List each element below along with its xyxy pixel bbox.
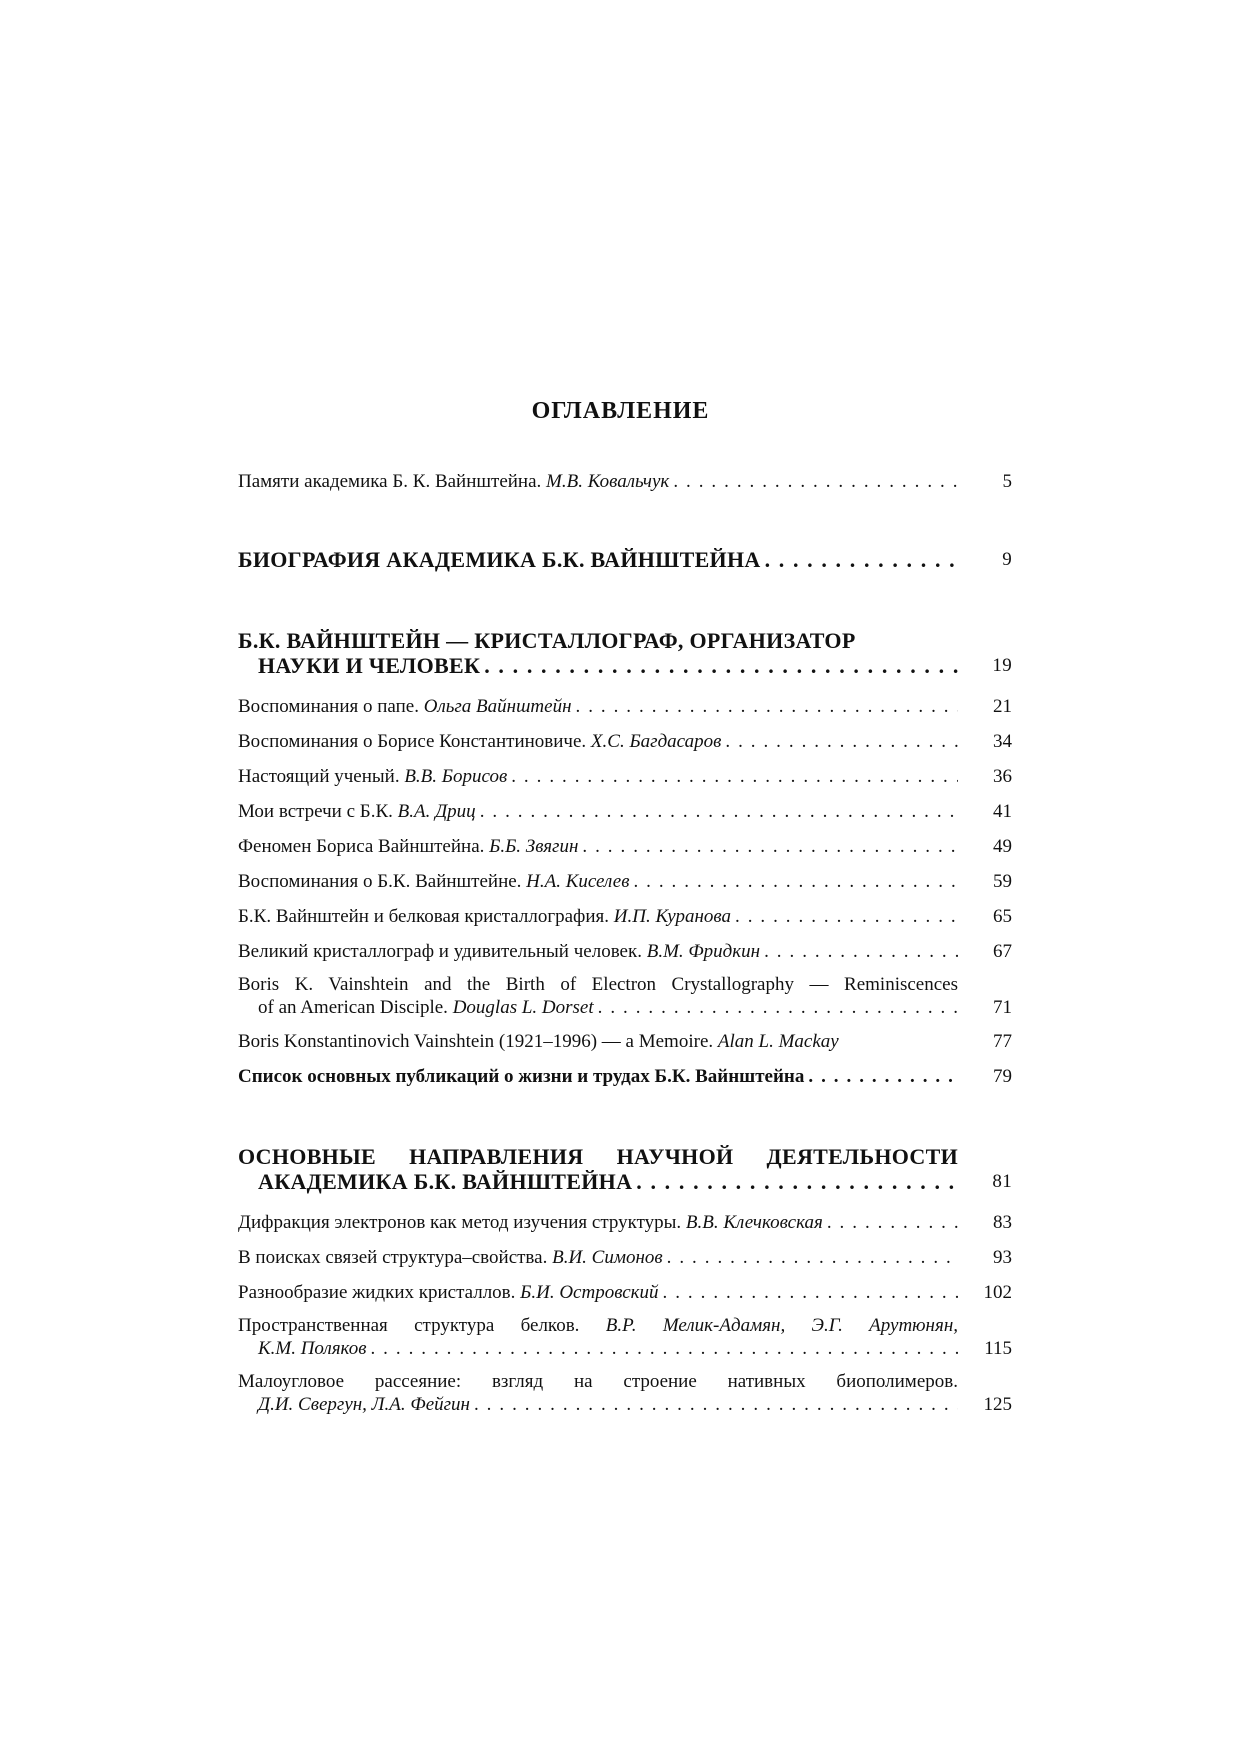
page-number: 102: [983, 1282, 1012, 1303]
page-number: 34: [993, 731, 1012, 752]
entry-title: Воспоминания о Б.К. Вайнштейне.: [238, 871, 527, 892]
entry-author: И.П. Куранова: [613, 906, 731, 927]
toc-section[interactable]: [238, 628, 1012, 678]
toc-entry[interactable]: [238, 973, 1012, 1019]
entry-title: Дифракция электронов как метод изучения структуры.: [238, 1212, 686, 1233]
entry-author: Д.И. Свергун, Л.А. Фейгин: [258, 1394, 470, 1415]
page-number: 36: [993, 766, 1012, 787]
entry-title: Великий кристаллограф и удивительный человек.: [238, 941, 647, 962]
entry-author: Ольга Вайнштейн: [423, 696, 572, 717]
section-title-line2: НАУКИ И ЧЕЛОВЕК . . .: [258, 653, 480, 678]
section-title-line2: АКАДЕМИКА Б.К. ВАЙНШТЕЙНА . . .: [258, 1169, 632, 1194]
toc-entry[interactable]: [238, 870, 1012, 893]
page-title: ОГЛАВЛЕНИЕ: [531, 398, 710, 424]
entry-title: Boris Konstantinovich Vainshtein (1921–1996) — a Memoire.: [238, 1031, 718, 1052]
entry-author-line2: К.М. Поляков: [258, 1338, 367, 1359]
entry-author: Douglas L. Dorset: [452, 997, 594, 1018]
toc-entry[interactable]: [238, 905, 1012, 928]
toc-entry[interactable]: [238, 765, 1012, 788]
page-number: 41: [993, 801, 1012, 822]
entry-author: Н.А. Киселев: [526, 871, 630, 892]
toc-entry[interactable]: [238, 1281, 1012, 1304]
entry-author: В.В. Клечковская: [685, 1212, 823, 1233]
entry-author: Б.Б. Звягин: [489, 836, 579, 857]
page-number: 21: [993, 696, 1012, 717]
entry-author: В.Р. Мелик-Адамян, Э.Г. Арутюнян,: [605, 1315, 958, 1336]
entry-author: В.М. Фридкин: [646, 941, 761, 962]
entry-author: Х.С. Багдасаров: [590, 731, 722, 752]
entry-title: Разнообразие жидких кристаллов.: [238, 1282, 521, 1303]
toc-entry[interactable]: [238, 730, 1012, 753]
page-number: 125: [983, 1394, 1012, 1415]
entry-title: В поисках связей структура–свойства.: [238, 1247, 553, 1268]
entry-title-line1: Малоугловое рассеяние: взгляд на строение нативных биополимеров.: [238, 1371, 958, 1392]
toc-entry[interactable]: [238, 1246, 1012, 1269]
entry-title-line1: Boris K. Vainshtein and the Birth of Electron Crystallography — Reminiscences: [238, 974, 958, 995]
page-number: 81: [992, 1171, 1012, 1192]
page-number: 71: [993, 997, 1012, 1018]
page-number: 19: [992, 655, 1012, 676]
entry-title: Мои встречи с Б.К.: [238, 801, 398, 822]
toc-entry[interactable]: [238, 1065, 1012, 1088]
page-number: 77: [993, 1031, 1012, 1052]
page-number: 59: [993, 871, 1012, 892]
page-number: 79: [993, 1066, 1012, 1087]
entry-title: Воспоминания о Борисе Константиновиче.: [238, 731, 591, 752]
page-number: 65: [993, 906, 1012, 927]
toc-entry[interactable]: [238, 835, 1012, 858]
toc-entry[interactable]: [238, 940, 1012, 963]
toc-entry[interactable]: [238, 800, 1012, 823]
entry-title: Пространственная структура белков.: [238, 1315, 606, 1336]
entry-title: Феномен Бориса Вайнштейна.: [238, 836, 490, 857]
page-number: 9: [1002, 549, 1012, 570]
entry-author: Б.И. Островский: [520, 1282, 659, 1303]
entry-author: М.В. Ковальчук: [546, 471, 670, 492]
entry-title: Памяти академика Б. К. Вайнштейна.: [238, 471, 547, 492]
page-number: 93: [993, 1247, 1012, 1268]
entry-title-line2: of an American Disciple.: [258, 997, 453, 1018]
entry-author: В.В. Борисов: [404, 766, 508, 787]
toc-entry[interactable]: [238, 1314, 1012, 1360]
page-number: 83: [993, 1212, 1012, 1233]
page-number: 49: [993, 836, 1012, 857]
section-title: БИОГРАФИЯ АКАДЕМИКА Б.К. ВАЙНШТЕЙНА . . .: [238, 547, 761, 572]
entry-author: В.И. Симонов: [552, 1247, 663, 1268]
entry-title: Настоящий ученый.: [238, 766, 405, 787]
toc-entry[interactable]: [238, 1211, 1012, 1234]
toc-section[interactable]: [238, 547, 1012, 572]
section-title-line1: Б.К. ВАЙНШТЕЙН — КРИСТАЛЛОГРАФ, ОРГАНИЗАТОР: [238, 628, 856, 653]
entry-author: Alan L. Mackay: [717, 1031, 839, 1052]
toc-entry[interactable]: [238, 1370, 1012, 1416]
section-title-line1: ОСНОВНЫЕ НАПРАВЛЕНИЯ НАУЧНОЙ ДЕЯТЕЛЬНОСТИ: [238, 1144, 958, 1169]
page-number: 115: [984, 1338, 1012, 1359]
entry-author: В.А. Дриц: [397, 801, 476, 822]
toc-entry[interactable]: [238, 1030, 1012, 1053]
entry-title: Воспоминания о папе.: [238, 696, 424, 717]
toc-entry[interactable]: [238, 695, 1012, 718]
entry-title: Список основных публикаций о жизни и трудах Б.К. Вайнштейна . . .: [238, 1066, 804, 1087]
toc-entry[interactable]: [238, 470, 1012, 493]
page-number: 67: [993, 941, 1012, 962]
entry-title: Б.К. Вайнштейн и белковая кристаллография.: [238, 906, 614, 927]
table-of-contents: [238, 470, 1012, 1416]
page-number: 5: [1002, 471, 1012, 492]
toc-section[interactable]: [238, 1144, 1012, 1194]
